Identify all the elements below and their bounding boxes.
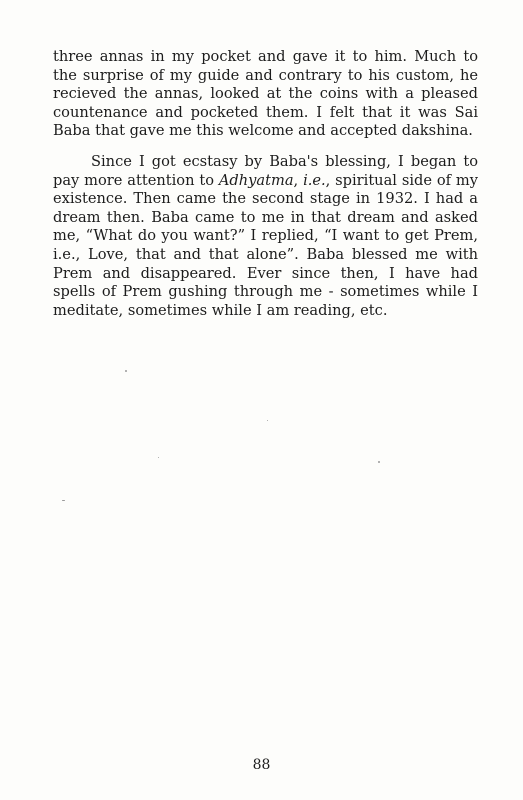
paragraph-2 <box>53 153 478 320</box>
scan-speck <box>125 370 127 372</box>
scan-speck <box>158 457 159 458</box>
term-ie: i.e. <box>303 171 326 189</box>
paragraph-1: three annas in my pocket and gave it to him. Much to the surprise of my guide and contrary to his custom, he recieved the annas, looked at the coins with a pleased countenance and pocketed them. I felt that it was Sai Baba that gave me this welcome and accepted dakshina. <box>53 48 478 140</box>
paragraph-2-separator: , <box>293 171 304 189</box>
paragraph-2-text-start: Since I got ecstasy by Baba's blessing, I began to pay more attention to <box>53 152 478 189</box>
paragraph-2-text-end: , spiritual side of my existence. Then came the second stage in 1932. I had a dream then. Baba came to me in that dream and asked me, “What do you want?” I replied, “I want to get Prem, i.e., Love, that and that alone”. Baba blessed me with Prem and disappeared. Ever since then, I have had spells of Prem gushing through me - sometimes while I meditate, sometimes while I am reading, etc. <box>53 171 479 319</box>
term-adhyatma: Adhyatma <box>218 171 294 189</box>
scan-speck <box>62 500 65 501</box>
scan-speck <box>267 420 268 421</box>
scan-speck <box>378 461 380 463</box>
body-text <box>53 48 478 332</box>
page-number: 88 <box>252 757 271 773</box>
